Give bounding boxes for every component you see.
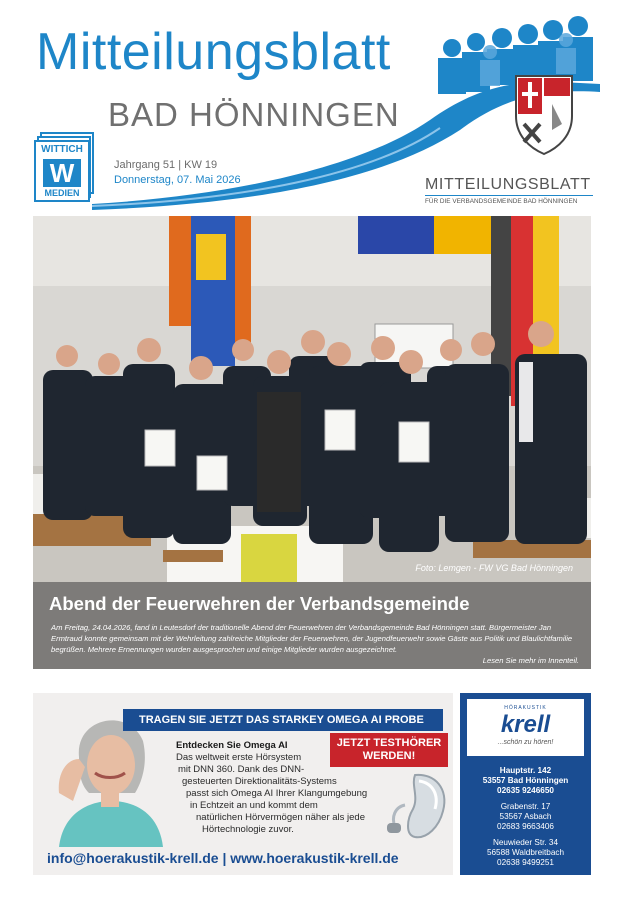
ad-body-line: passt sich Omega AI Ihrer Klangumgebung (186, 788, 368, 799)
issue-number: Jahrgang 51 | KW 19 (114, 159, 218, 171)
krell-logo-top: HÖRAKUSTIK (504, 705, 547, 711)
ad-body-line: Hörtechnologie zuvor. (202, 824, 294, 835)
advertisement (33, 693, 591, 875)
address-line: 02683 9663406 (497, 822, 554, 831)
address-line: 56588 Waldbreitbach (486, 848, 565, 857)
secondary-subtitle: FÜR DIE VERBANDSGEMEINDE BAD HÖNNINGEN (425, 198, 578, 205)
hearing-aid-icon (385, 769, 455, 843)
article-banner (33, 582, 591, 669)
ad-banner (123, 709, 443, 731)
ad-body-line: Das weltweit erste Hörsystem (176, 752, 302, 763)
ad-cta-line2: WERDEN! (362, 750, 416, 762)
ad-body-line: in Echtzeit an und kommt dem (190, 800, 318, 811)
masthead-title: Mitteilungsblatt (36, 23, 391, 81)
ad-heading: Entdecken Sie Omega AI (176, 740, 288, 751)
address-line: 53567 Asbach (499, 812, 552, 821)
address-line: 02635 9246650 (497, 786, 554, 795)
cover-photo (33, 216, 591, 582)
address-line: Neuwieder Str. 34 (492, 838, 559, 847)
group-photo-image (33, 216, 591, 582)
secondary-title: MITTEILUNGSBLATT (425, 176, 591, 193)
krell-tagline: ...schön zu hören! (497, 739, 554, 746)
ad-store-panel (460, 693, 591, 875)
store-address-main (460, 766, 591, 796)
article-teaser-text: Am Freitag, 24.04.2026, fand in Leutesdorf der traditionelle Abend der Feuerwehren der Verbandsgemeinde Bad Hönningen statt. Bürgermeister Jan Ermtraud konnte gemeinsam mit der Wehrleitung zahlreiche Mitglieder der Feuerwehren, der Jugendfeuerwehr sowie Gäste aus Politik und Blaulichtfamilie begrüßen. Mehrere Ernennungen wurden ausgesprochen und einige Mitglieder wurden ausgezeichnet. (51, 623, 573, 654)
ad-cta-line1: JETZT TESTHÖRER (336, 737, 442, 749)
address-line: 02638 9499251 (497, 858, 554, 867)
publisher-name-bottom: MEDIEN (44, 188, 80, 198)
store-address-waldbreitbach (460, 838, 591, 868)
krell-logo (467, 699, 584, 756)
issue-date: Donnerstag, 07. Mai 2026 (114, 174, 241, 186)
address-line: Grabenstr. 17 (500, 802, 551, 811)
ad-contact-url[interactable]: info@hoerakustik-krell.de | www.hoerakustik-krell.de (47, 850, 399, 866)
read-more-link[interactable]: Lesen Sie mehr im Innenteil. (482, 656, 579, 665)
masthead (0, 0, 625, 212)
coat-of-arms-icon (516, 76, 572, 154)
ad-banner-text: TRAGEN SIE JETZT DAS STARKEY OMEGA AI PROBE (139, 714, 424, 726)
title-rule (425, 195, 593, 196)
krell-logo-text: krell (500, 711, 551, 738)
publisher-letter: W (43, 159, 81, 187)
ad-body (176, 752, 386, 836)
masthead-subtitle: BAD HÖNNINGEN (108, 96, 400, 133)
article-teaser (51, 622, 579, 666)
ad-body-line: natürlichen Hörvermögen näher als jede (196, 812, 365, 823)
address-line: 53557 Bad Hönningen (482, 776, 569, 785)
store-address-asbach (460, 802, 591, 832)
publisher-logo (34, 132, 94, 202)
publisher-name-top: WITTICH (41, 144, 83, 155)
ad-body-line: gesteuerten Direktionalitäts-Systems (182, 776, 337, 787)
address-line: Hauptstr. 142 (499, 766, 552, 775)
photo-credit: Foto: Lemgen - FW VG Bad Hönningen (415, 563, 573, 573)
ad-body-line: mit DNN 360. Dank des DNN- (178, 764, 305, 775)
article-headline: Abend der Feuerwehren der Verbandsgemeinde (49, 593, 470, 614)
